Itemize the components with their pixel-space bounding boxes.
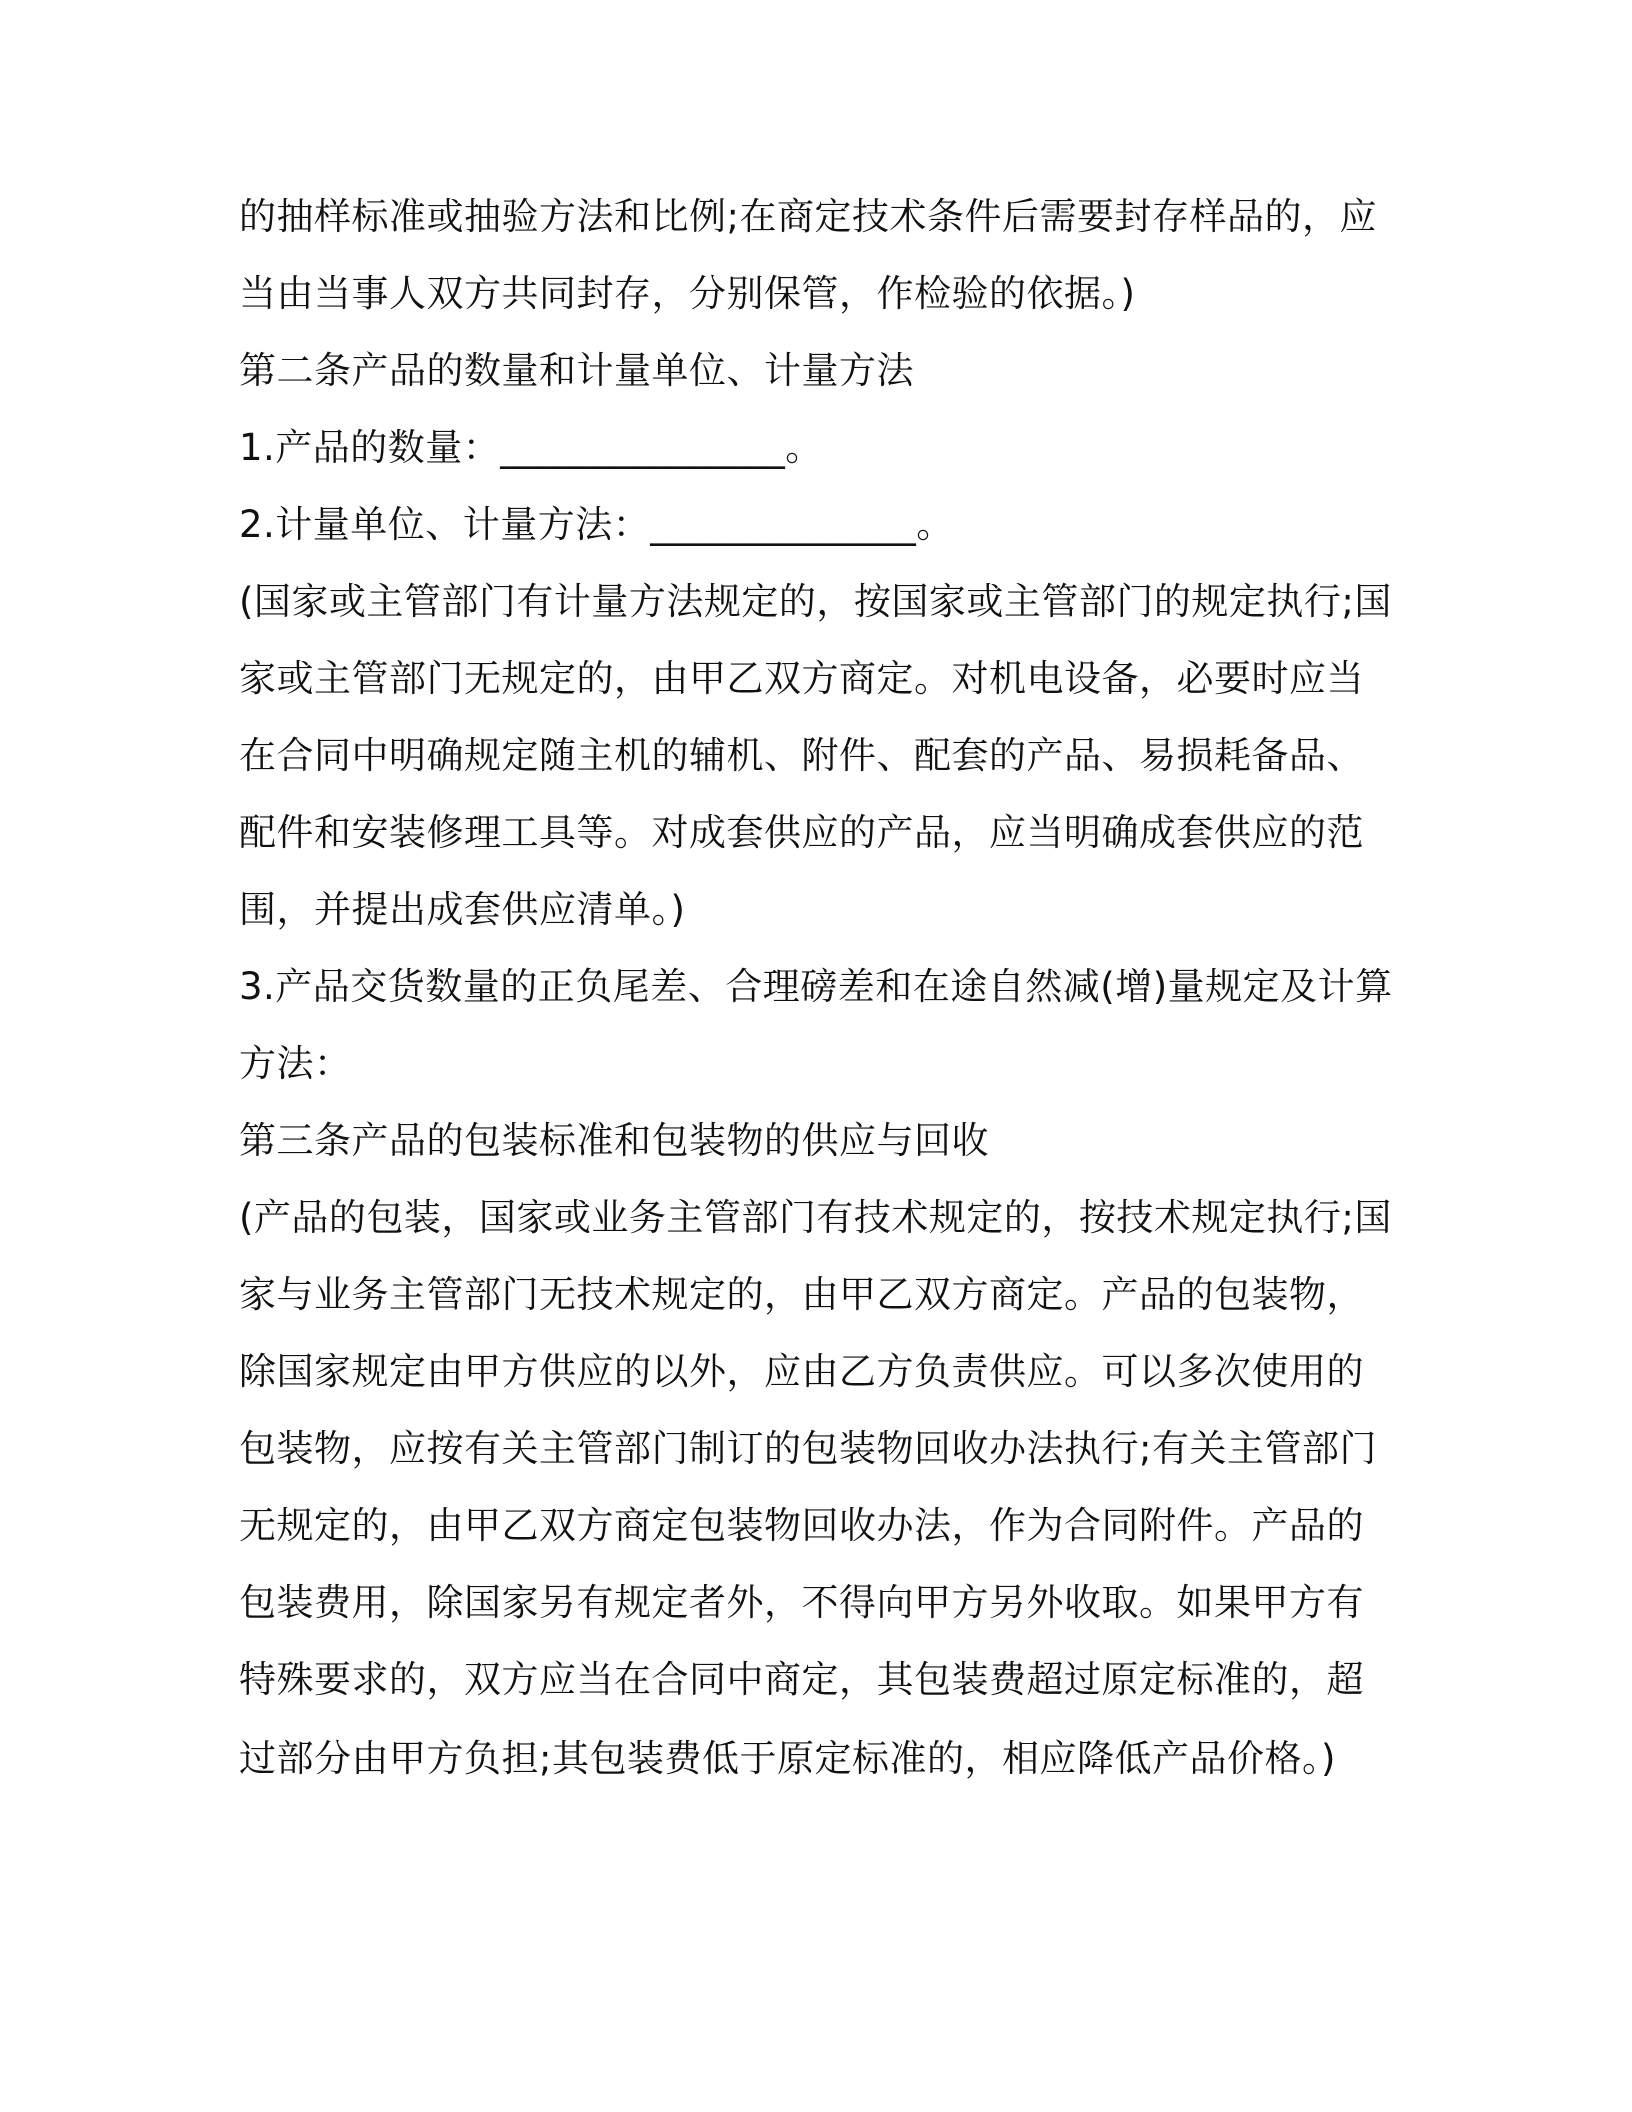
text-line: 1.产品的数量：_______________。 — [239, 426, 823, 469]
text-line: 特殊要求的，双方应当在合同中商定，其包装费超过原定标准的，超 — [239, 1658, 1364, 1701]
text-line: 的抽样标准或抽验方法和比例;在商定技术条件后需要封存样品的，应 — [239, 195, 1377, 238]
text-line: 除国家规定由甲方供应的以外，应由乙方负责供应。可以多次使用的 — [239, 1350, 1364, 1393]
text-line: 配件和安装修理工具等。对成套供应的产品，应当明确成套供应的范 — [239, 811, 1364, 854]
text-line: 3.产品交货数量的正负尾差、合理磅差和在途自然减(增)量规定及计算 — [239, 965, 1393, 1008]
text-line: 家或主管部门无规定的，由甲乙双方商定。对机电设备，必要时应当 — [239, 657, 1364, 700]
text-line: 过部分由甲方负担;其包装费低于原定标准的，相应降低产品价格。) — [239, 1737, 1336, 1780]
text-line: 当由当事人双方共同封存，分别保管，作检验的依据。) — [239, 272, 1136, 315]
article-heading: 第三条产品的包装标准和包装物的供应与回收 — [239, 1119, 989, 1162]
text-line: (国家或主管部门有计量方法规定的，按国家或主管部门的规定执行;国 — [239, 580, 1392, 623]
text-line: 家与业务主管部门无技术规定的，由甲乙双方商定。产品的包装物， — [239, 1273, 1364, 1316]
article-heading: 第二条产品的数量和计量单位、计量方法 — [239, 349, 914, 392]
text-line: 在合同中明确规定随主机的辅机、附件、配套的产品、易损耗备品、 — [239, 734, 1364, 777]
text-line: 包装费用，除国家另有规定者外，不得向甲方另外收取。如果甲方有 — [239, 1581, 1364, 1624]
text-line: 方法： — [239, 1042, 352, 1085]
text-line: 围，并提出成套供应清单。) — [239, 888, 686, 931]
text-line: 包装物，应按有关主管部门制订的包装物回收办法执行;有关主管部门 — [239, 1427, 1377, 1470]
text-line: 无规定的，由甲乙双方商定包装物回收办法，作为合同附件。产品的 — [239, 1504, 1364, 1547]
text-line: 2.计量单位、计量方法：______________。 — [239, 503, 954, 546]
text-line: (产品的包装，国家或业务主管部门有技术规定的，按技术规定执行;国 — [239, 1196, 1392, 1239]
